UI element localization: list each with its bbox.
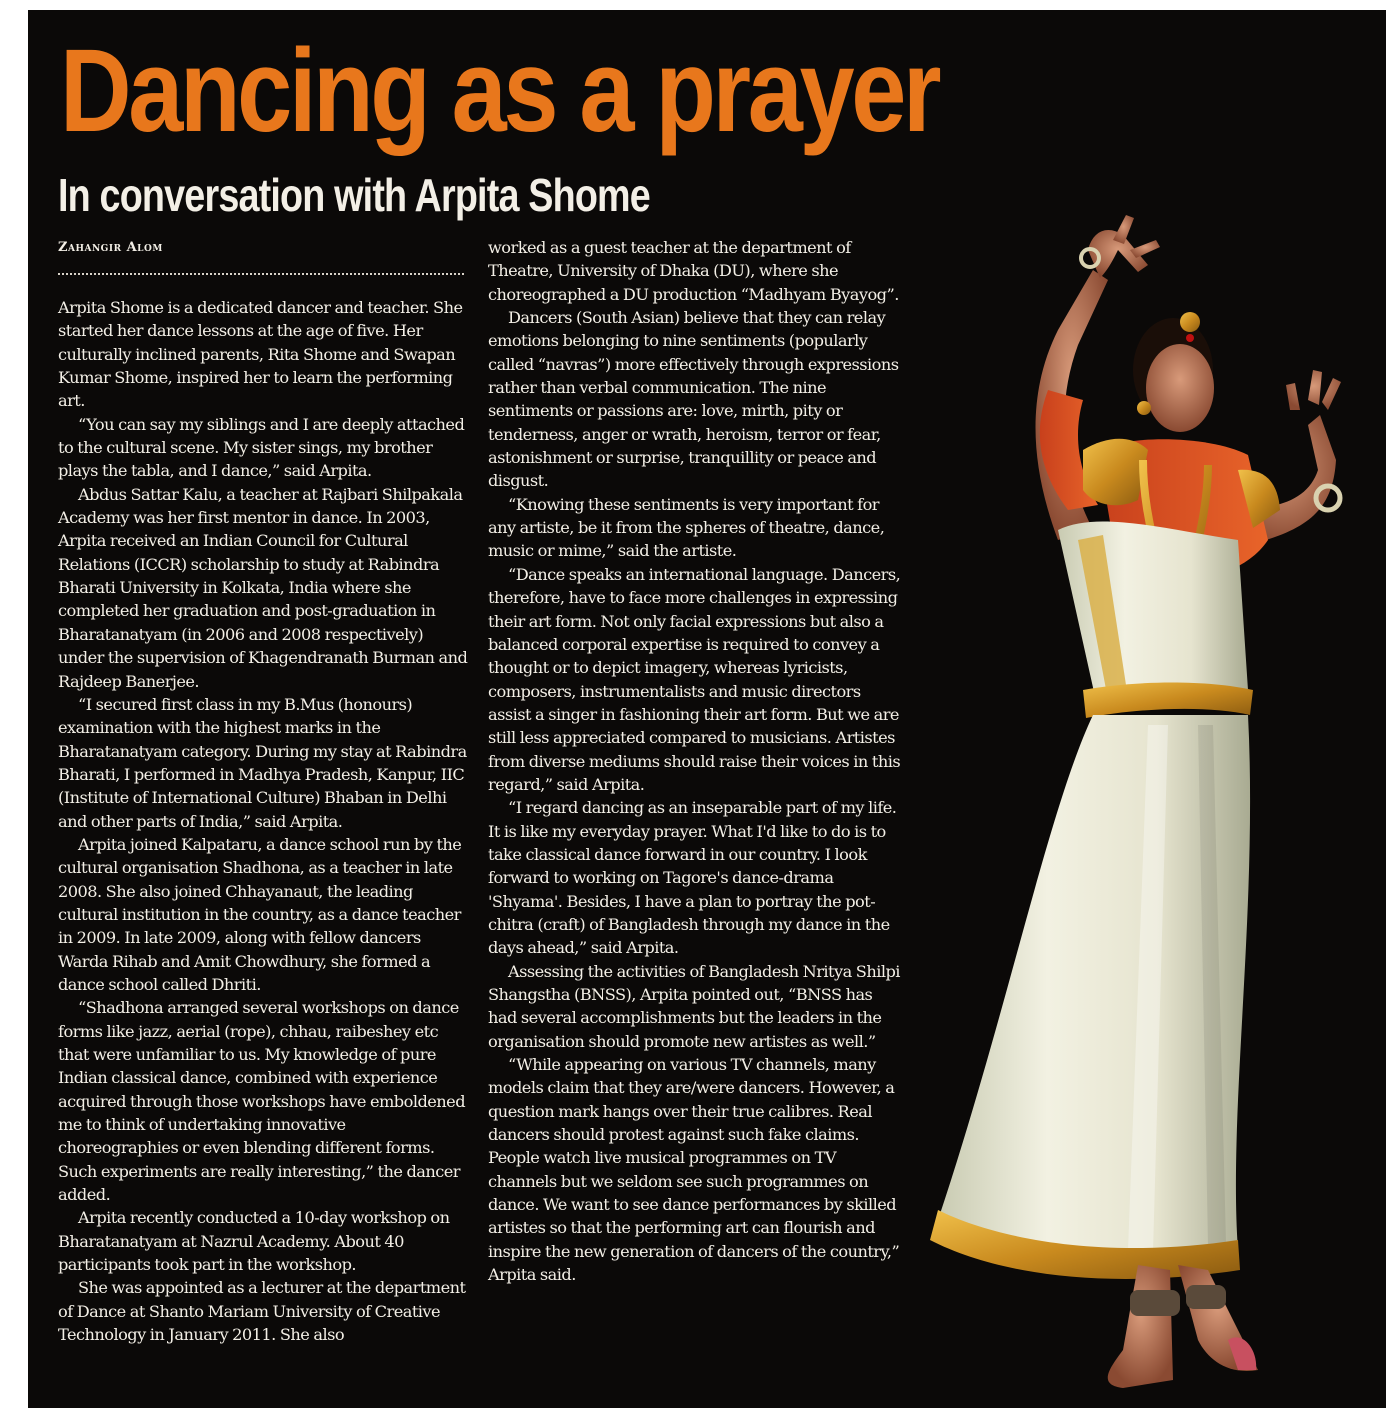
paragraph: “Knowing these sentiments is very important for any artiste, be it from the spheres of theatre, dance, music or mime,” said the artiste. <box>488 494 885 561</box>
byline-author: Zahangir Alom <box>58 240 163 255</box>
article-page <box>28 10 1386 1408</box>
paragraph: “I secured first class in my B.Mus (honours) examination with the highest marks in the Bharatanatyam category. During my stay at Rabindra Bharati, I performed in Madhya Pradesh, Kanpur, IIC (Institute of International Culture) Bhaban in Delhi and other parts of India,” said Arpita. <box>58 694 467 831</box>
paragraph: “Dance speaks an international language. Dancers, therefore, have to face more challenges in expressing their art form. Not only facial expressions but also a balanced corporal expertise is required to convey a thought or to depict imagery, whereas lyricists, composers, instrumentalists and music directors assist a singer in fashioning their art form. But we are still less appreciated compared to musicians. Artistes from diverse mediums should raise their voices in this regard,” said Arpita. <box>488 564 901 794</box>
paragraph: Arpita joined Kalpataru, a dance school run by the cultural organisation Shadhona, as a teacher in late 2008. She also joined Chhayanaut, the leading cultural institution in the country, as a dance teacher in 2009. In late 2009, along with fellow dancers Warda Rihab and Amit Chowdhury, she formed a dance school called Dhriti. <box>58 834 462 994</box>
text-column-2 <box>488 236 904 1286</box>
paragraph: Dancers (South Asian) believe that they can relay emotions belonging to nine sentiments (popularly called “navras”) more effectively through expressions rather than verbal communication. The nine sentiments or passions are: love, mirth, pity or tenderness, anger or wrath, heroism, terror or fear, astonishment or surprise, tranquillity or peace and disgust. <box>488 308 899 491</box>
paragraph: “While appearing on various TV channels, many models claim that they are/were dancers. However, a question mark hangs over their true calibres. Real dancers should protest against such fake claims. People watch live musical programmes on TV channels but we seldom see such programmes on dance. We want to see dance performances by skilled artistes so that the performing art can flourish and inspire the new generation of dancers of the country,” Arpita said. <box>488 1055 900 1285</box>
text-column-1 <box>58 296 468 1346</box>
paragraph: Arpita Shome is a dedicated dancer and teacher. She started her dance lessons at the age of five. Her culturally inclined parents, Rita Shome and Swapan Kumar Shome, inspired her to learn the performing art. <box>58 298 463 411</box>
byline <box>58 239 163 257</box>
paragraph: Abdus Sattar Kalu, a teacher at Rajbari Shilpakala Academy was her first mentor in dance. In 2003, Arpita received an Indian Council for Cultural Relations (ICCR) scholarship to study at Rabindra Bharati University in Kolkata, India where she completed her graduation and post-graduation in Bharatanatyam (in 2006 and 2008 respectively) under the supervision of Khagendranath Burman and Rajdeep Banerjee. <box>58 484 468 691</box>
dancer-photo <box>908 210 1386 1408</box>
subhead <box>58 167 650 223</box>
headline: Dancing as a prayer <box>60 25 939 157</box>
subhead-name: Arpita Shome <box>414 169 650 221</box>
paragraph: “Shadhona arranged several workshops on dance forms like jazz, aerial (rope), chhau, raibeshey etc that were unfamiliar to us. My knowledge of pure Indian classical dance, combined with experience acquired through those workshops have emboldened me to think of undertaking innovative choreographies or even blending different forms. Such experiments are really interesting,” the dancer added. <box>58 998 466 1205</box>
paragraph: “You can say my siblings and I are deeply attached to the cultural scene. My sister sings, my brother plays the tabla, and I dance,” said Arpita. <box>58 414 465 481</box>
paragraph: She was appointed as a lecturer at the department of Dance at Shanto Mariam University of Creative Technology in January 2011. She also <box>58 1278 466 1345</box>
paragraph: Arpita recently conducted a 10-day workshop on Bharatanatyam at Nazrul Academy. About 40 participants took part in the workshop. <box>58 1208 450 1275</box>
subhead-prefix: In conversation with <box>58 169 415 221</box>
paragraph: Assessing the activities of Bangladesh Nritya Shilpi Shangstha (BNSS), Arpita pointed out, “BNSS has had several accomplishments but the leaders in the organisation should promote new artistes as well.” <box>488 961 900 1051</box>
paragraph: “I regard dancing as an inseparable part of my life. It is like my everyday prayer. What I'd like to do is to take classical dance forward in our country. I look forward to working on Tagore's dance-drama 'Shyama'. Besides, I have a plan to portray the pot-chitra (craft) of Bangladesh through my dance in the days ahead,” said Arpita. <box>488 798 897 958</box>
byline-divider <box>58 273 464 275</box>
paragraph: worked as a guest teacher at the department of Theatre, University of Dhaka (DU), where she choreographed a DU production “Madhyam Byayog”. <box>488 238 899 304</box>
